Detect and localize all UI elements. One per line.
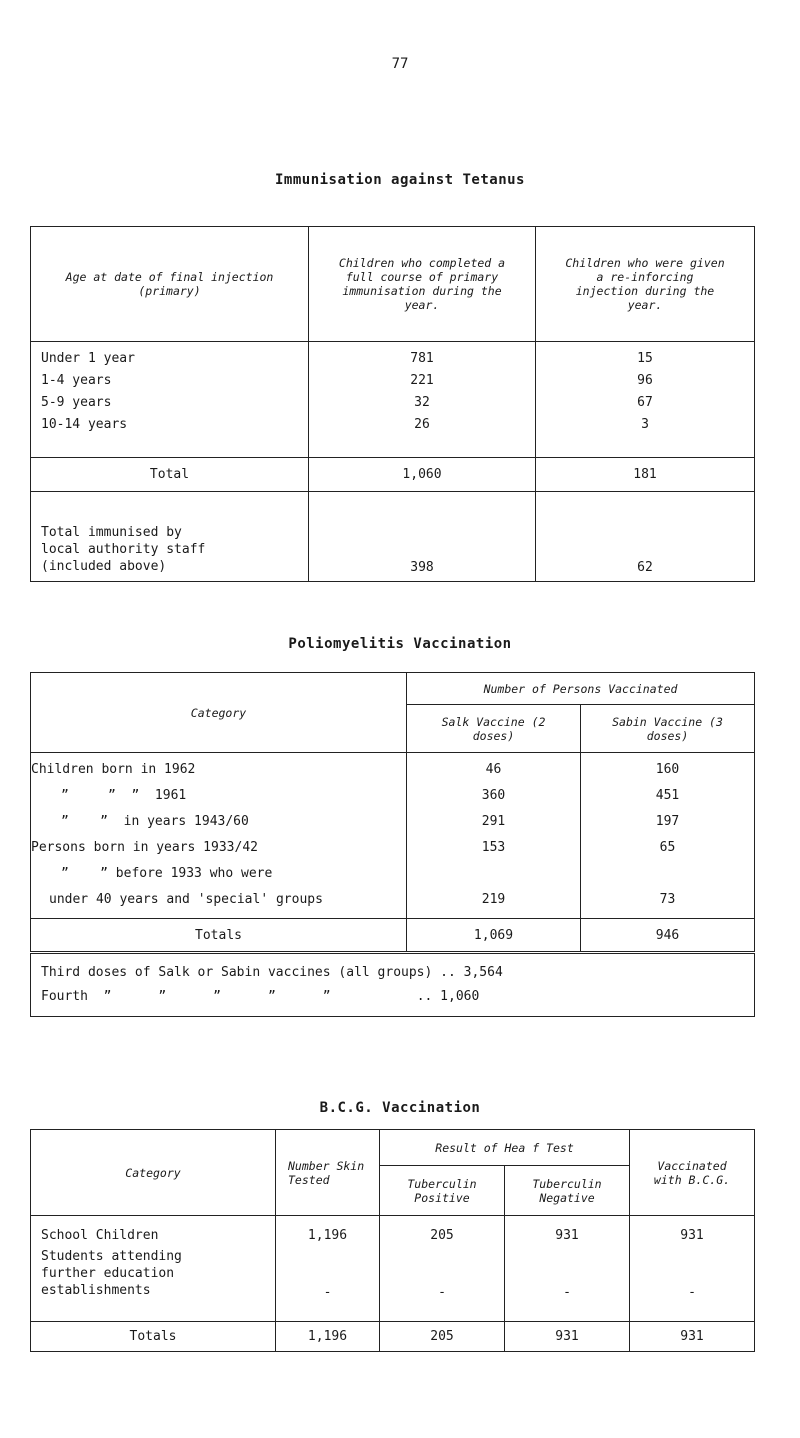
table-row-label: 5-9 years: [41, 395, 112, 410]
tetanus-total-reinforcing: 181: [536, 458, 755, 492]
header-salk: Salk Vaccine (2 doses): [407, 705, 581, 753]
fourth-doses-row: [41, 985, 754, 1009]
bcg-table: [30, 1129, 755, 1352]
table-row-label: under 40 years and 'special' groups: [49, 892, 323, 907]
bcg-totals-negative: 931: [505, 1322, 630, 1352]
bcg-totals-vaccinated: 931: [630, 1322, 755, 1352]
polio-totals-sabin: 946: [581, 919, 755, 953]
table-row-label: ” ” before 1933 who were: [61, 866, 273, 881]
header-vaccinated: Vaccinated with B.C.G.: [630, 1130, 755, 1216]
fourth-doses-dots: ..: [416, 989, 433, 1004]
header-category: Category: [31, 1130, 276, 1216]
header-completed: Children who completed a full course of primary immunisation during the year.: [309, 227, 536, 342]
local-label-line: local authority staff: [41, 542, 206, 557]
table-cell: 32: [414, 395, 430, 410]
table-cell: 1,196: [307, 1228, 348, 1243]
table-cell: 931: [680, 1228, 704, 1243]
header-number-vaccinated: Number of Persons Vaccinated: [407, 673, 755, 705]
table-cell: 221: [410, 373, 434, 388]
table-cell: 73: [659, 892, 676, 907]
table-cell: -: [438, 1285, 446, 1300]
table-cell: 781: [410, 351, 434, 366]
polio-sabin-cell: [581, 753, 755, 919]
table-cell: 291: [481, 814, 506, 829]
table-cell: [407, 861, 580, 887]
header-age: Age at date of final injection (primary): [31, 227, 309, 342]
header-reinforcing: Children who were given a re-inforcing injection during the year.: [536, 227, 755, 342]
header-positive: Tuberculin Positive: [380, 1166, 505, 1216]
table-cell: 65: [659, 840, 676, 855]
polio-category-cell: [31, 753, 407, 919]
local-label-line: Total immunised by: [41, 525, 182, 540]
header-skin-tested: Number Skin Tested: [276, 1130, 380, 1216]
table-cell: 197: [655, 814, 680, 829]
table-cell: 160: [655, 762, 680, 777]
table-row-label: ” ” in years 1943/60: [61, 814, 249, 829]
polio-salk-cell: [407, 753, 581, 919]
table-cell: 15: [637, 351, 653, 366]
polio-table: [30, 672, 755, 1017]
table-row-label: establishments: [41, 1283, 151, 1298]
tetanus-reinforcing-cell: [536, 342, 755, 458]
bcg-vaccinated-cell: [630, 1216, 755, 1322]
table-cell: [581, 861, 754, 887]
bcg-totals-tested: 1,196: [276, 1322, 380, 1352]
table-cell: 3: [641, 417, 649, 432]
tetanus-completed-cell: [309, 342, 536, 458]
table-row-label: School Children: [41, 1228, 159, 1243]
table-cell: 205: [430, 1228, 454, 1243]
tetanus-total-completed: 1,060: [309, 458, 536, 492]
polio-totals-label: Totals: [31, 919, 407, 953]
table-row-label: Students attending: [41, 1249, 182, 1264]
third-doses-dots: ..: [440, 965, 456, 980]
table-cell: 67: [637, 395, 653, 410]
table-cell: 219: [481, 892, 506, 907]
table-row-label: ” ” ” 1961: [61, 788, 187, 803]
bcg-negative-cell: [505, 1216, 630, 1322]
tetanus-table: [30, 226, 755, 582]
table-cell: 96: [637, 373, 653, 388]
table-cell: 360: [481, 788, 506, 803]
table-cell: -: [563, 1285, 571, 1300]
third-doses-row: [41, 961, 754, 985]
bcg-tested-cell: [276, 1216, 380, 1322]
tetanus-local-reinforcing: 62: [536, 492, 755, 582]
table-cell: 46: [485, 762, 502, 777]
header-sabin: Sabin Vaccine (3 doses): [581, 705, 755, 753]
bcg-totals-positive: 205: [380, 1322, 505, 1352]
bcg-title: B.C.G. Vaccination: [319, 1100, 481, 1116]
table-cell: 26: [414, 417, 430, 432]
table-row-label: 1-4 years: [41, 373, 112, 388]
polio-doses-cell: [31, 953, 755, 1017]
bcg-positive-cell: [380, 1216, 505, 1322]
tetanus-local-completed: 398: [309, 492, 536, 582]
fourth-doses-label: Fourth ” ” ” ” ”: [41, 989, 331, 1004]
table-row-label: Under 1 year: [41, 351, 135, 366]
tetanus-title: Immunisation against Tetanus: [274, 172, 525, 188]
table-cell: -: [323, 1285, 332, 1300]
tetanus-local-label: [31, 492, 309, 582]
tetanus-age-cell: [31, 342, 309, 458]
header-result: Result of Hea f Test: [380, 1130, 630, 1166]
local-label-line: (included above): [41, 559, 167, 574]
table-row-label: Persons born in years 1933/42: [31, 840, 258, 855]
table-row-label: further education: [41, 1266, 175, 1281]
bcg-category-cell: [31, 1216, 276, 1322]
polio-totals-salk: 1,069: [407, 919, 581, 953]
table-cell: 451: [655, 788, 680, 803]
table-row-label: 10-14 years: [41, 417, 128, 432]
fourth-doses-value: 1,060: [440, 989, 480, 1004]
header-negative: Tuberculin Negative: [505, 1166, 630, 1216]
bcg-totals-label: Totals: [31, 1322, 276, 1352]
header-category: Category: [31, 673, 407, 753]
polio-title: Poliomyelitis Vaccination: [288, 636, 512, 652]
third-doses-value: 3,564: [463, 965, 503, 980]
third-doses-label: Third doses of Salk or Sabin vaccines (all groups): [41, 965, 433, 980]
page-number: 77: [391, 56, 409, 72]
table-row-label: Children born in 1962: [31, 762, 196, 777]
table-cell: 153: [481, 840, 506, 855]
table-cell: 931: [555, 1228, 579, 1243]
tetanus-total-label: Total: [31, 458, 309, 492]
table-cell: -: [688, 1285, 696, 1300]
